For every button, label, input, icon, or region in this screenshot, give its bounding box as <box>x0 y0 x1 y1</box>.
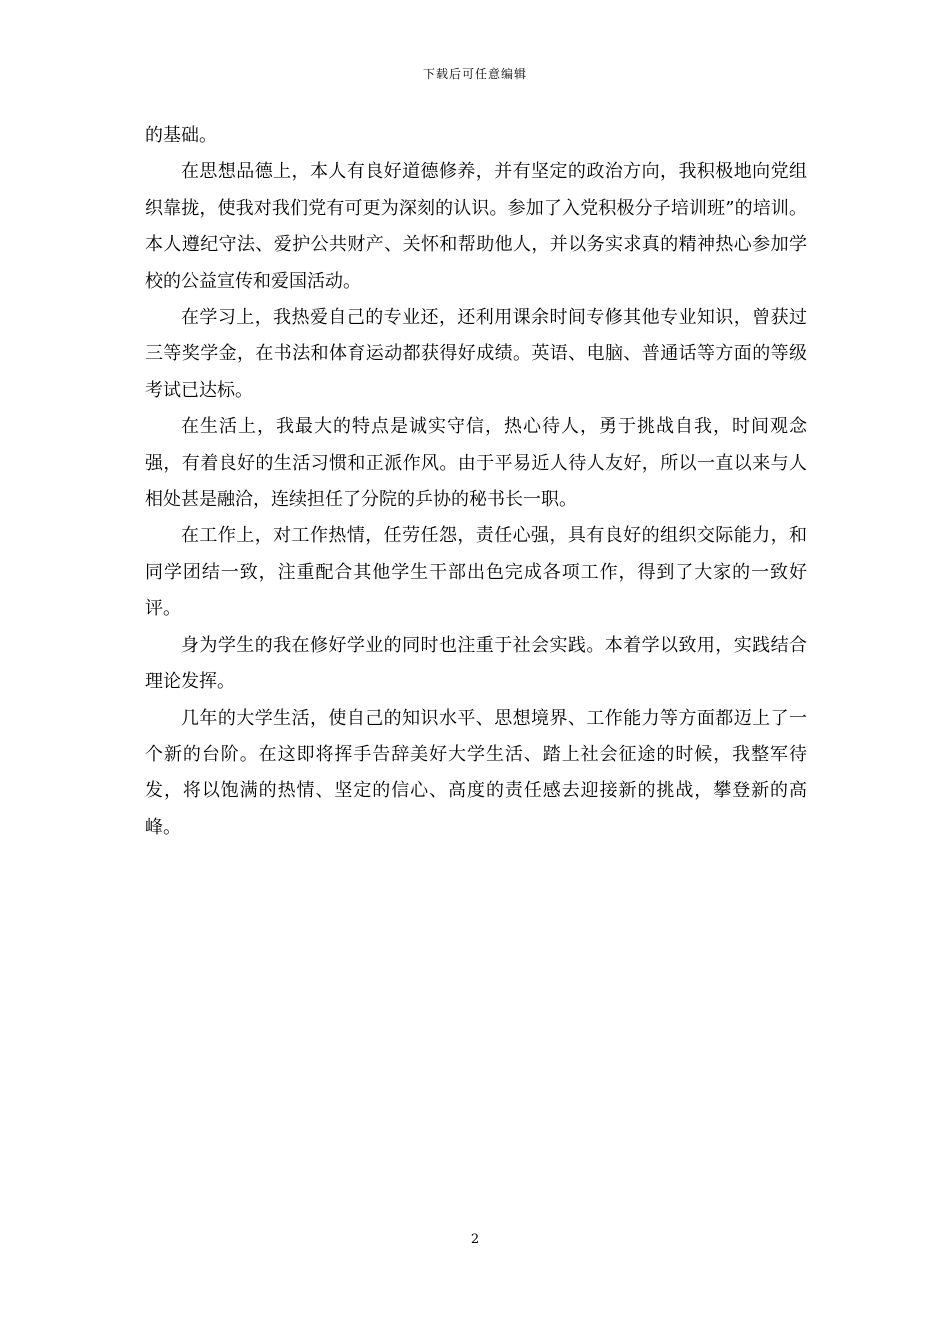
paragraph: 在生活上，我最大的特点是诚实守信，热心待人，勇于挑战自我，时间观念强，有着良好的生活习惯和正派作风。由于平易近人待人友好，所以一直以来与人相处甚是融洽，连续担任了分院的乒协的秘书长一职。 <box>145 416 807 511</box>
page-header: 下载后可任意编辑 <box>422 67 527 81</box>
paragraph: 几年的大学生活，使自己的知识水平、思想境界、工作能力等方面都迈上了一个新的台阶。在这即将挥手告辞美好大学生活、踏上社会征途的时候，我整军待发，将以饱满的热情、坚定的信心、高度的责任感去迎接新的挑战，攀登新的高峰。 <box>145 707 807 838</box>
paragraph: 在学习上，我热爱自己的专业还，还利用课余时间专修其他专业知识，曾获过三等奖学金，在书法和体育运动都获得好成绩。英语、电脑、普通话等方面的等级考试已达标。 <box>145 307 807 401</box>
paragraph: 身为学生的我在修好学业的同时也注重于社会实践。本着学以致用，实践结合理论发挥。 <box>145 634 807 693</box>
page-number: 2 <box>470 1232 480 1247</box>
paragraph: 的基础。 <box>145 125 217 146</box>
paragraph: 在工作上，对工作热情，任劳任怨，责任心强，具有良好的组织交际能力，和同学团结一致，注重配合其他学生干部出色完成各项工作，得到了大家的一致好评。 <box>145 525 807 620</box>
paragraph: 在思想品德上，本人有良好道德修养，并有坚定的政治方向，我积极地向党组织靠拢，使我对我们党有可更为深刻的认识。参加了入党积极分子培训班”的培训。本人遵纪守法、爱护公共财产、关怀和帮助他人，并以务实求真的精神热心参加学校的公益宣传和爱国活动。 <box>145 161 807 292</box>
document-body <box>145 118 807 846</box>
